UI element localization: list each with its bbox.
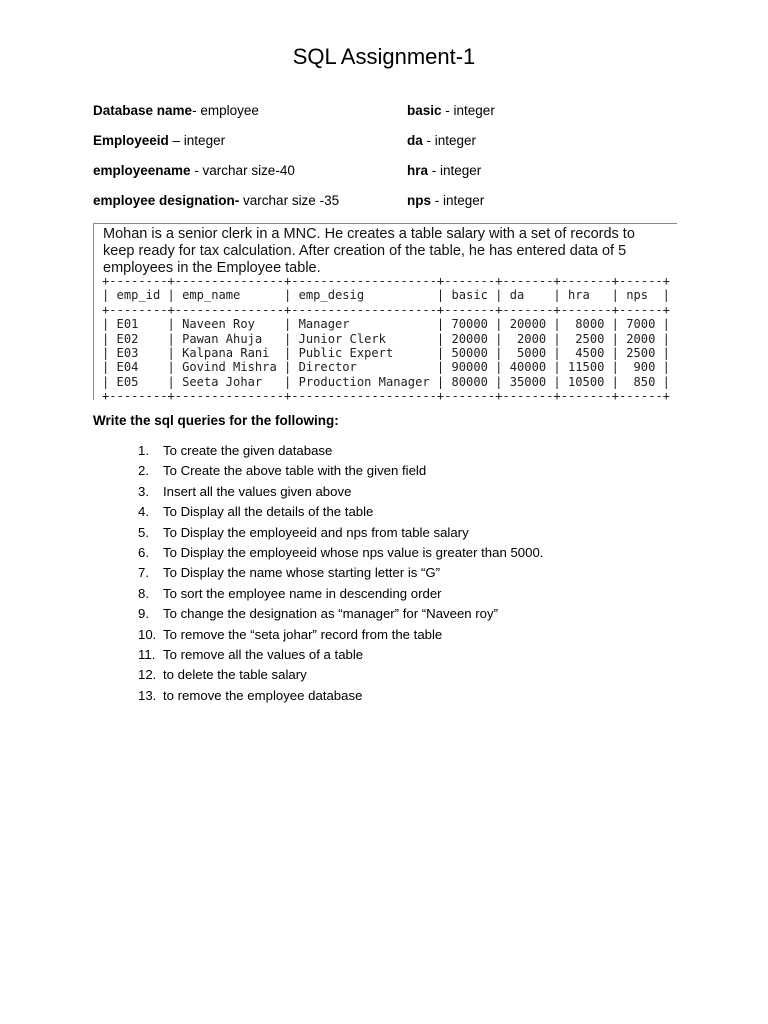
field-separator: - <box>190 163 203 178</box>
task-number: 6. <box>138 544 149 560</box>
task-item <box>138 565 543 585</box>
task-item <box>138 667 543 687</box>
task-item <box>138 504 543 524</box>
task-text: To Display all the details of the table <box>163 504 374 520</box>
task-number: 1. <box>138 443 149 458</box>
field-name: basic <box>407 103 442 118</box>
field-basic <box>407 103 707 133</box>
field-row <box>93 133 713 163</box>
task-item <box>138 463 543 483</box>
assignment-screenshot <box>93 223 677 400</box>
field-separator: - <box>422 133 435 148</box>
task-item <box>138 586 543 606</box>
table-border: +--------+---------------+--------------------+-------+-------+-------+------+ <box>102 302 670 317</box>
task-list <box>138 443 543 708</box>
field-name: employeename <box>93 163 191 178</box>
field-hra <box>407 163 707 193</box>
scenario-paragraph: Mohan is a senior clerk in a MNC. He creates a table salary with a set of records to keep ready for tax calculation. After creation of the table, he has entered data of 5 employees in the Employee table. <box>103 226 635 276</box>
field-type: integer <box>453 103 495 118</box>
task-number: 13. <box>138 687 157 703</box>
task-text: To Create the above table with the given field <box>163 463 427 479</box>
field-employeename <box>93 163 407 193</box>
task-item <box>138 647 543 667</box>
task-number: 4. <box>138 504 149 520</box>
field-separator: - <box>192 103 201 118</box>
field-type: employee <box>200 103 259 118</box>
task-text: To Display the name whose starting letter is “G” <box>163 565 441 581</box>
table-border: +--------+---------------+--------------------+-------+-------+-------+------+ <box>102 389 670 400</box>
task-text: To Display the employeeid and nps from table salary <box>163 524 469 540</box>
field-row <box>93 193 713 223</box>
salary-table <box>102 274 670 400</box>
field-name: nps <box>407 193 432 208</box>
task-text: Insert all the values given above <box>163 483 352 499</box>
task-text: To change the designation as “manager” for “Naveen roy” <box>163 606 498 622</box>
field-employeeid <box>93 133 407 163</box>
task-number: 10. <box>138 626 157 642</box>
field-database-name <box>93 103 407 133</box>
field-type: varchar size-40 <box>202 163 295 178</box>
task-number: 8. <box>138 585 149 601</box>
task-number: 5. <box>138 524 149 540</box>
page-title: SQL Assignment-1 <box>292 44 476 69</box>
task-text: to remove the employee database <box>163 687 363 703</box>
task-item <box>138 545 543 565</box>
field-separator: – <box>168 133 184 148</box>
field-type: integer <box>183 133 226 148</box>
task-number: 7. <box>138 565 149 581</box>
field-name: employee designation- <box>93 193 240 208</box>
task-item <box>138 525 543 545</box>
task-number: 12. <box>138 667 157 683</box>
task-item <box>138 606 543 626</box>
field-name: Database name <box>93 103 193 118</box>
field-type: varchar size -35 <box>243 193 340 208</box>
task-number: 11. <box>138 646 156 662</box>
field-row <box>93 103 713 133</box>
field-nps <box>407 193 707 223</box>
task-text: to delete the table salary <box>163 667 307 683</box>
task-item <box>138 627 543 647</box>
table-border: +--------+---------------+--------------------+-------+-------+-------+------+ <box>102 274 670 288</box>
field-name: Employeeid <box>93 133 169 148</box>
task-item <box>138 443 543 463</box>
table-row: | E01 | Naveen Roy | Manager | 70000 | 20000 | 8000 | 7000 | <box>102 317 670 332</box>
table-header-row: | emp_id | emp_name | emp_desig | basic | da | hra | nps | <box>102 288 670 303</box>
task-item <box>138 484 543 504</box>
table-row: | E05 | Seeta Johar | Production Manager | 80000 | 35000 | 10500 | 850 | <box>102 374 670 389</box>
table-row: | E04 | Govind Mishra | Director | 90000 | 40000 | 11500 | 900 | <box>102 360 670 375</box>
field-row <box>93 163 713 193</box>
task-number: 3. <box>138 483 149 499</box>
task-number: 2. <box>138 463 149 479</box>
task-item <box>138 688 543 708</box>
field-type: integer <box>440 163 482 178</box>
field-separator: - <box>428 163 441 178</box>
field-employee-designation <box>93 193 407 223</box>
task-text: To Display the employeeid whose nps value is greater than 5000. <box>163 544 544 560</box>
instructions-heading: Write the sql queries for the following: <box>93 413 339 428</box>
task-text: To create the given database <box>163 443 333 458</box>
task-number: 9. <box>138 606 149 622</box>
field-definitions <box>93 103 713 223</box>
field-name: da <box>407 133 423 148</box>
field-separator: - <box>441 103 454 118</box>
field-type: integer <box>443 193 485 208</box>
task-text: To remove all the values of a table <box>163 646 364 662</box>
task-text: To remove the “seta johar” record from the table <box>163 626 443 642</box>
field-separator: - <box>431 193 444 208</box>
field-da <box>407 133 707 163</box>
task-text: To sort the employee name in descending order <box>163 585 442 601</box>
field-type: integer <box>434 133 477 148</box>
table-row: | E03 | Kalpana Rani | Public Expert | 50000 | 5000 | 4500 | 2500 | <box>102 346 670 361</box>
field-name: hra <box>407 163 429 178</box>
table-row: | E02 | Pawan Ahuja | Junior Clerk | 20000 | 2000 | 2500 | 2000 | <box>102 331 670 346</box>
